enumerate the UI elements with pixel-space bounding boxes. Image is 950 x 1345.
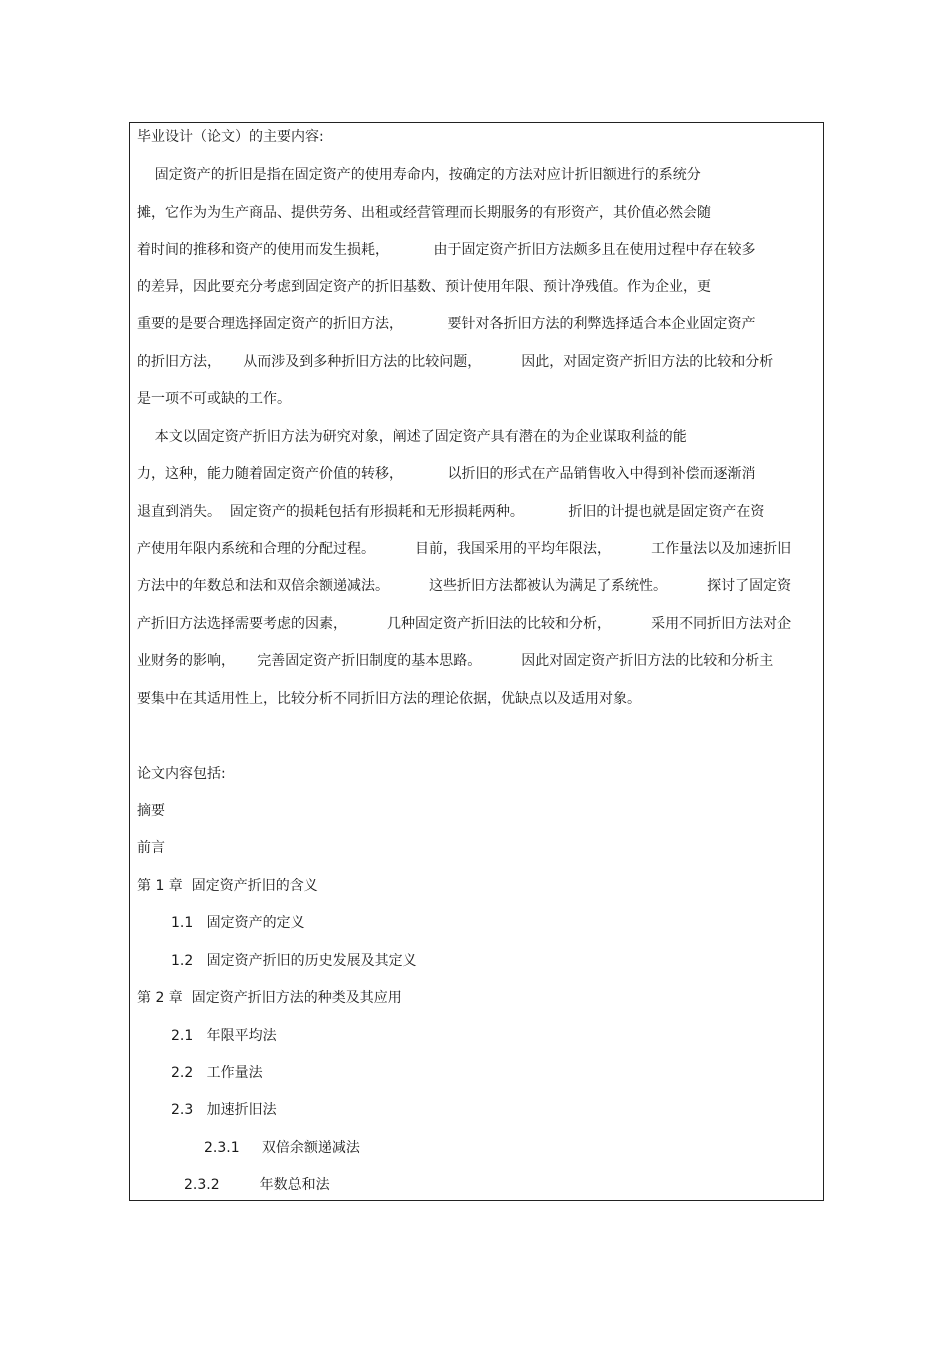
paragraph1-line-1: 固定资产的折旧是指在固定资产的使用寿命内，按确定的方法对应计折旧额进行的系统分	[137, 167, 701, 183]
paragraph1-line-5: 重要的是要合理选择固定资产的折旧方法， 要针对各折旧方法的利弊选择适合本企业固定资产	[137, 316, 756, 332]
paragraph1-line-3: 着时间的推移和资产的使用而发生损耗， 由于固定资产折旧方法颇多且在使用过程中存在较多	[137, 242, 756, 258]
toc-item-2-3-1: 2.3.1 双倍余额递减法	[204, 1140, 360, 1156]
paragraph1-line-2: 摊，它作为为生产商品、提供劳务、出租或经营管理而长期服务的有形资产，其价值必然会随	[137, 205, 711, 221]
toc-item-2-2: 2.2 工作量法	[171, 1065, 263, 1081]
paragraph2-line-4: 产使用年限内系统和合理的分配过程。 目前，我国采用的平均年限法， 工作量法以及加速折旧	[137, 541, 792, 557]
toc-item-2-3-2: 2.3.2 年数总和法	[184, 1177, 330, 1193]
paragraph2-line-7: 业财务的影响， 完善固定资产折旧制度的基本思路。 因此对固定资产折旧方法的比较和分析主	[137, 653, 774, 669]
toc-item-1-2: 1.2 固定资产折旧的历史发展及其定义	[171, 953, 417, 969]
paragraph1-line-7: 是一项不可或缺的工作。	[137, 391, 291, 407]
toc-item-2-1: 2.1 年限平均法	[171, 1028, 277, 1044]
paragraph2-line-2: 力，这种，能力随着固定资产价值的转移， 以折旧的形式在产品销售收入中得到补偿而逐渐消	[137, 466, 756, 482]
toc-item-chapter-2: 第 2 章 固定资产折旧方法的种类及其应用	[137, 990, 402, 1006]
toc-item-2-3: 2.3 加速折旧法	[171, 1102, 277, 1118]
paragraph2-line-1: 本文以固定资产折旧方法为研究对象，阐述了固定资产具有潜在的为企业谋取利益的能	[137, 429, 687, 445]
toc-item-abstract: 摘要	[137, 803, 165, 819]
toc-item-preface: 前言	[137, 840, 165, 856]
paragraph2-line-6: 产折旧方法选择需要考虑的因素， 几种固定资产折旧法的比较和分析， 采用不同折旧方法对企	[137, 616, 792, 632]
paragraph1-line-4: 的差异，因此要充分考虑到固定资产的折旧基数、预计使用年限、预计净残值。作为企业，更	[137, 279, 711, 295]
toc-item-1-1: 1.1 固定资产的定义	[171, 915, 305, 931]
paragraph2-line-5: 方法中的年数总和法和双倍余额递减法。 这些折旧方法都被认为满足了系统性。 探讨了固定资	[137, 578, 792, 594]
toc-heading: 论文内容包括:	[137, 766, 226, 782]
section-heading: 毕业设计（论文）的主要内容:	[137, 129, 324, 145]
toc-item-chapter-1: 第 1 章 固定资产折旧的含义	[137, 878, 318, 894]
paragraph1-line-6: 的折旧方法， 从而涉及到多种折旧方法的比较问题， 因此，对固定资产折旧方法的比较和分析	[137, 354, 774, 370]
paragraph2-line-3: 退直到消失。 固定资产的损耗包括有形损耗和无形损耗两种。 折旧的计提也就是固定资产在资	[137, 504, 765, 520]
paragraph2-line-8: 要集中在其适用性上，比较分析不同折旧方法的理论依据，优缺点以及适用对象。	[137, 691, 641, 707]
